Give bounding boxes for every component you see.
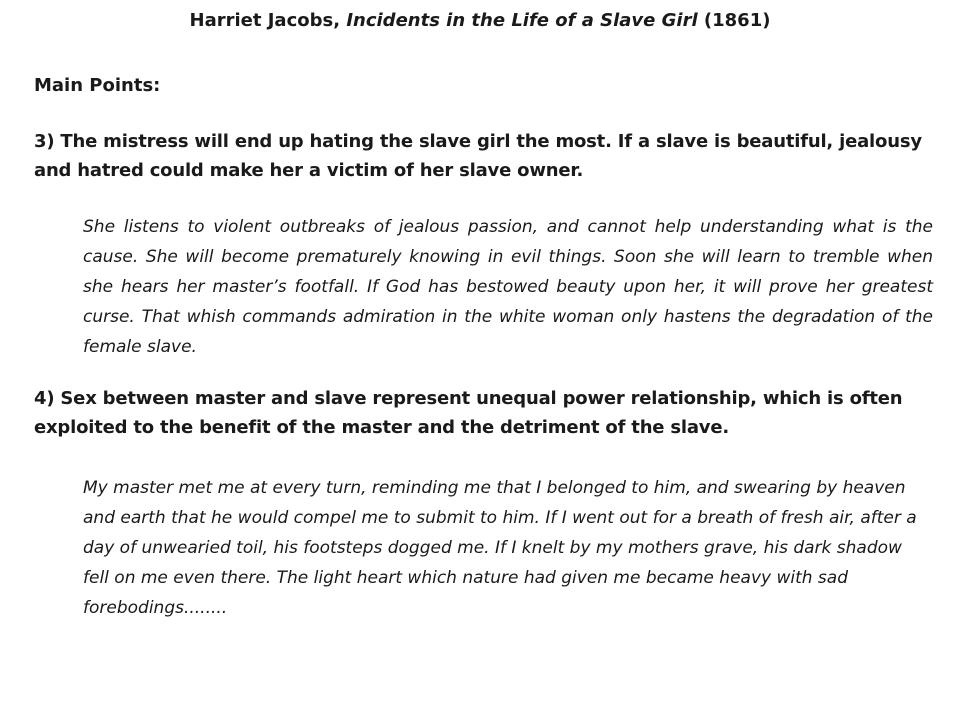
slide-title <box>0 8 960 34</box>
title-author: Harriet Jacobs, <box>189 10 341 31</box>
title-work: Incidents in the Life of a Slave Girl <box>346 10 698 31</box>
point-3-text: 3) The mistress will end up hating the slave girl the most. If a slave is beautiful, jealousy and hatred could make her a victim of her slave owner. <box>34 131 922 181</box>
point-3-quote: She listens to violent outbreaks of jealous passion, and cannot help understanding what is the cause. She will become prematurely knowing in evil things. Soon she will learn to tremble when she hears her master’s footfall. If God has bestowed beauty upon her, it will prove her greatest curse. That whish commands admiration in the white woman only hastens the degradation of the female slave. <box>83 217 933 357</box>
main-points-heading: Main Points: <box>34 75 161 96</box>
point-4-quote: My master met me at every turn, reminding me that I belonged to him, and swearing by heaven and earth that he would compel me to submit to him. If I went out for a breath of fresh air, after a day of unwearied toil, his footsteps dogged me. If I knelt by my mothers grave, his dark shadow fell on me even there. The light heart which nature had given me became heavy with sad forebodings........ <box>83 478 917 618</box>
point-4-text: 4) Sex between master and slave represent unequal power relationship, which is often exploited to the benefit of the master and the detriment of the slave. <box>34 388 903 438</box>
title-year: (1861) <box>703 10 771 31</box>
